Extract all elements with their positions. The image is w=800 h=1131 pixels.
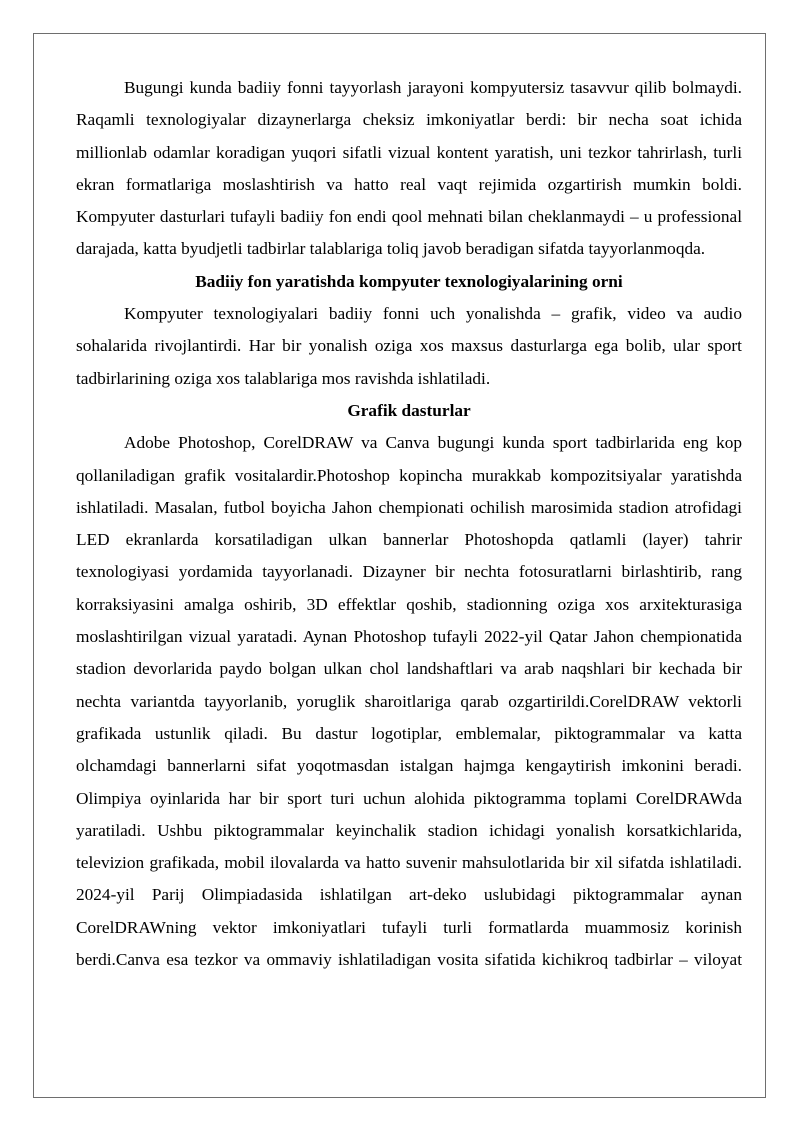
subsection-heading: Grafik dasturlar xyxy=(347,400,471,420)
section-paragraph: Kompyuter texnologiyalari badiiy fonni uch yonalishda – grafik, video va audio sohalarida rivojlantirdi. Har bir yonalish oziga xos maxsus dasturlarga ega bolib, ular sport tadbirlarining oziga xos talablariga mos ravishda ishlatiladi. xyxy=(76,304,742,388)
section-heading: Badiiy fon yaratishda kompyuter texnologiyalarining orni xyxy=(195,271,623,291)
graphics-paragraph: Adobe Photoshop, CorelDRAW va Canva bugungi kunda sport tadbirlarida eng kop qollaniladigan grafik vositalardir.Photoshop kopincha murakkab kompozitsiyalar yaratishda ishlatiladi. Masalan, futbol boyicha Jahon chempionati ochilish marosimida stadion atrofidagi LED ekranlarda korsatiladigan ulkan bannerlar Photoshopda qatlamli (layer) tahrir texnologiyasi yordamida tayyorlanadi. Dizayner bir nechta fotosuratlarni birlashtirib, rang korraksiyasini amalga oshirib, 3D effektlar qoshib, stadionning oziga xos arxitekturasiga moslashtirilgan vizual yaratadi. Aynan Photoshop tufayli 2022-yil Qatar Jahon chempionatida stadion devorlarida paydo bolgan ulkan chol landshaftlari va arab naqshlari bir kechada bir nechta variantda tayyorlanib, yoruglik sharoitlariga qarab ozgartirildi.CorelDRAW vektorli grafikada ustunlik qiladi. Bu dastur logotiplar, emblemalar, piktogrammalar va katta olchamdagi bannerlarni sifat yoqotmasdan istalgan hajmga kengaytirish imkonini beradi. Olimpiya oyinlarida har bir sport turi uchun alohida piktogramma toplami CorelDRAWda yaratiladi. Ushbu piktogrammalar keyinchalik stadion ichidagi yonalish korsatkichlarida, televizion grafikada, mobil ilovalarda va hatto suvenir mahsulotlarida bir xil sifatda ishlatiladi. 2024-yil Parij Olimpiadasida ishlatilgan art-deko uslubidagi piktogrammalar aynan CorelDRAWning vektor imkoniyatlari tufayli turli formatlarda muammosiz korinish berdi.Canva esa tezkor va ommaviy ishlatiladigan vosita sifatida kichikroq tadbirlar – viloyat xyxy=(76,433,742,970)
intro-paragraph: Bugungi kunda badiiy fonni tayyorlash jarayoni kompyutersiz tasavvur qilib bolmaydi. Raqamli texnologiyalar dizaynerlarga cheksiz imkoniyatlar berdi: bir necha soat ichida millionlab odamlar koradigan yuqori sifatli vizual kontent yaratish, uni tezkor tahrirlash, turli ekran formatlariga moslashtirish va hatto real vaqt rejimida ozgartirish mumkin boldi. Kompyuter dasturlari tufayli badiiy fon endi qool mehnati bilan cheklanmaydi – u professional darajada, katta byudjetli tadbirlar talablariga toliq javob beradigan sifatda tayyorlanmoqda. xyxy=(76,78,742,259)
document-body xyxy=(76,72,742,976)
